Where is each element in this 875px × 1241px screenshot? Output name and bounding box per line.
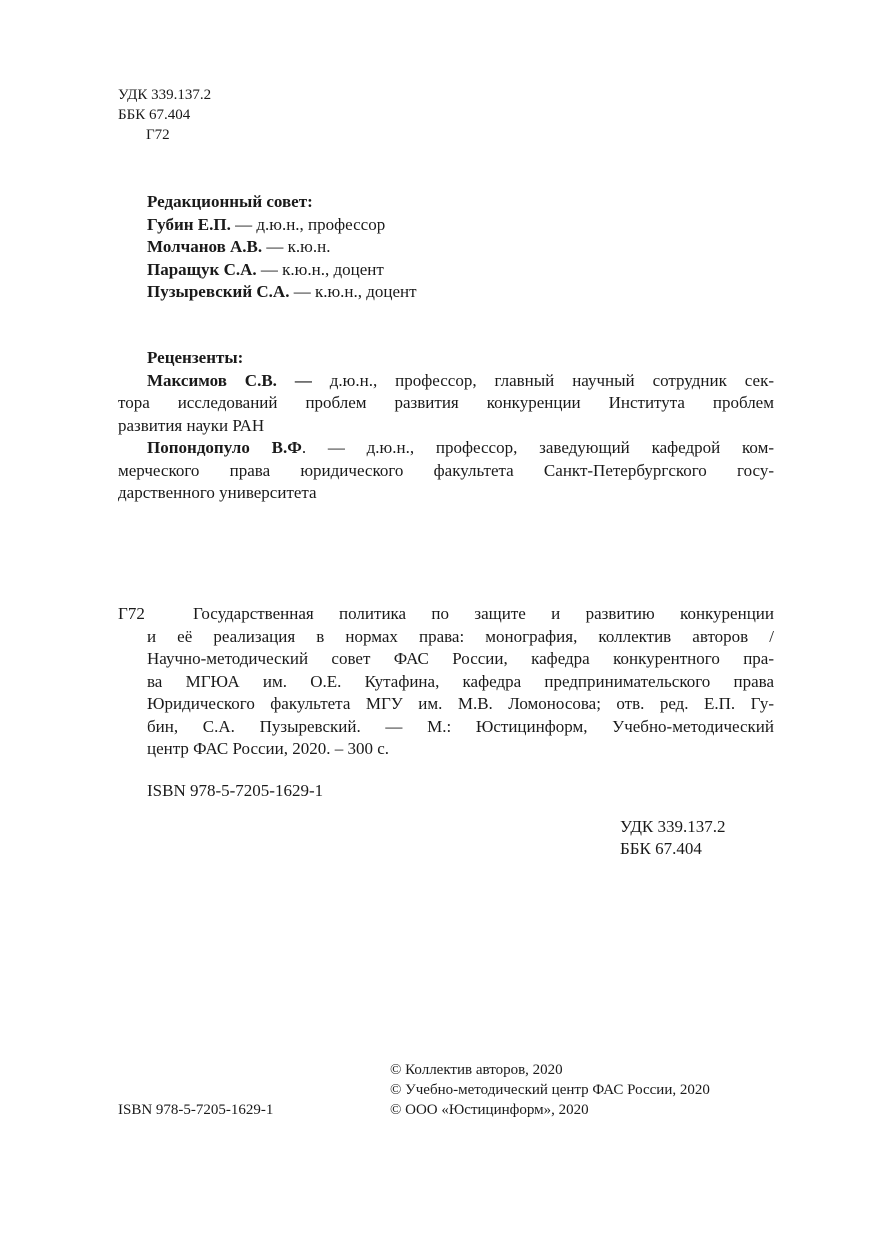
reviewer-2-line: дарственного университета (118, 483, 317, 502)
editorial-board-heading: Редакционный совет: (147, 192, 313, 211)
bibliography-udk: УДК 339.137.2 (620, 817, 726, 836)
board-member: Губин Е.П. — д.ю.н., профессор (147, 214, 386, 234)
bibliography-line: ва МГЮА им. О.Е. Кутафина, кафедра предпринимательского права (147, 671, 774, 691)
reviewers-heading: Рецензенты: (147, 348, 244, 367)
bibliography-line: Государственная политика по защите и развитию конкуренции (193, 604, 774, 623)
reviewer-1-line: Максимов С.В. — д.ю.н., профессор, главный научный сотрудник сек- (147, 370, 774, 390)
bibliography-line: Научно-методический совет ФАС России, кафедра конкурентного пра- (147, 649, 774, 668)
board-member: Пузыревский С.А. — к.ю.н., доцент (147, 282, 417, 301)
bibliography-line: бин, С.А. Пузыревский. — М.: Юстицинформ, Учебно-методический (147, 716, 774, 736)
bibliography-record (147, 603, 774, 761)
reviewer-2-line: мерческого права юридического факультета Санкт-Петербургского госу- (118, 460, 774, 480)
udk-code: УДК 339.137.2 (118, 87, 212, 103)
bbk-code: ББК 67.404 (118, 107, 191, 123)
bibliography-mark: Г72 (118, 604, 145, 623)
copyright-line: © Коллектив авторов, 2020 (390, 1062, 563, 1078)
bibliography-bbk: ББК 67.404 (620, 839, 702, 858)
footer-isbn: ISBN 978-5-7205-1629-1 (118, 1102, 274, 1118)
reviewer-2-line: Попондопуло В.Ф. — д.ю.н., профессор, заведующий кафедрой ком- (147, 438, 774, 457)
reviewer-1-line: развития науки РАН (118, 415, 265, 435)
board-member: Паращук С.А. — к.ю.н., доцент (147, 259, 384, 279)
copyright-line: © Учебно-методический центр ФАС России, 2020 (390, 1082, 710, 1098)
bibliography-isbn: ISBN 978-5-7205-1629-1 (147, 781, 324, 800)
bibliography-line: Юридического факультета МГУ им. М.В. Ломоносова; отв. ред. Е.П. Гу- (147, 694, 774, 713)
bibliography-line: и её реализация в нормах права: монография, коллектив авторов / (147, 626, 774, 646)
author-mark: Г72 (146, 127, 170, 143)
board-member: Молчанов А.В. — к.ю.н. (147, 237, 331, 256)
bibliography-line: центр ФАС России, 2020. – 300 с. (147, 739, 390, 758)
reviewers (118, 347, 774, 505)
copyright-line: © ООО «Юстицинформ», 2020 (390, 1102, 589, 1118)
reviewer-1-line: тора исследований проблем развития конкуренции Института проблем (118, 393, 774, 412)
editorial-board (147, 191, 777, 304)
